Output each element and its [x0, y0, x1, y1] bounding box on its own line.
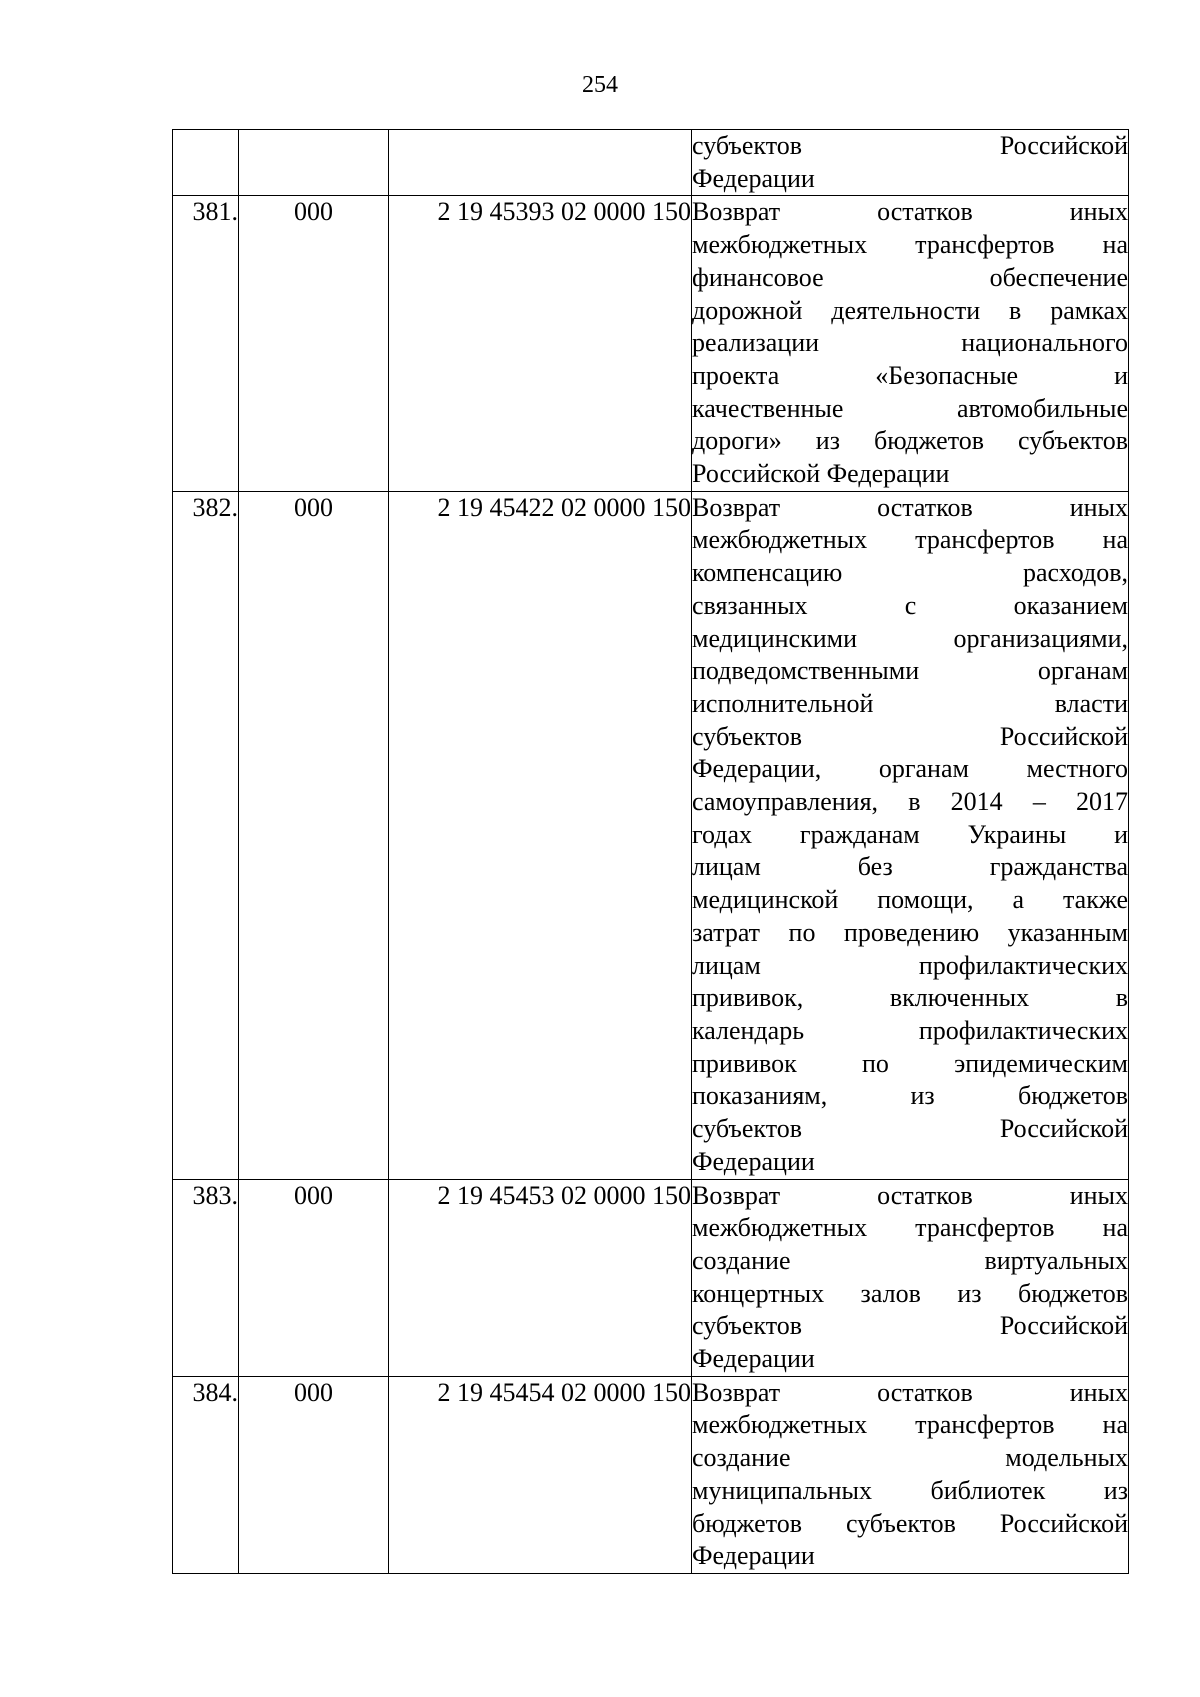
administrator-code: 000	[294, 1180, 333, 1210]
revenue-description-cell	[692, 1376, 1129, 1573]
administrator-code-cell	[239, 1376, 389, 1573]
description-line: прививок, включенных в	[692, 983, 1128, 1013]
administrator-code-cell	[239, 491, 389, 1179]
description-line: создание виртуальных	[692, 1245, 1128, 1275]
table-row	[173, 1376, 1129, 1573]
description-line: создание модельных	[692, 1443, 1128, 1473]
administrator-code: 000	[294, 492, 333, 522]
table-body	[173, 130, 1129, 1574]
description-line: качественные автомобильные	[692, 393, 1128, 423]
row-number-cell	[173, 491, 239, 1179]
budget-classification-code-cell	[389, 196, 692, 491]
description-line: субъектов Российской	[692, 721, 1128, 751]
description-line: Возврат остатков иных	[692, 1180, 1128, 1210]
description-line: субъектов Российской	[692, 131, 1128, 160]
description-line: реализации национального	[692, 328, 1128, 358]
row-number-cell	[173, 1376, 239, 1573]
description-line: Федерации	[692, 1146, 815, 1176]
description-line: показаниям, из бюджетов	[692, 1081, 1128, 1111]
description-line: финансовое обеспечение	[692, 262, 1128, 292]
row-number-cell	[173, 130, 239, 196]
budget-classification-code: 2 19 45454 02 0000 150	[437, 1377, 691, 1407]
description-line: медицинской помощи, а также	[692, 885, 1128, 915]
description-line: муниципальных библиотек из	[692, 1475, 1128, 1505]
budget-classification-code: 2 19 45422 02 0000 150	[437, 492, 691, 522]
administrator-code-cell	[239, 196, 389, 491]
row-number-cell	[173, 1179, 239, 1376]
budget-classification-code-cell	[389, 491, 692, 1179]
budget-classification-code-cell	[389, 1179, 692, 1376]
budget-codes-table	[172, 129, 1129, 1574]
administrator-code: 000	[294, 1377, 333, 1407]
description-line: медицинскими организациями,	[692, 623, 1128, 653]
description-line: прививок по эпидемическим	[692, 1048, 1128, 1078]
description-line: Российской Федерации	[692, 459, 950, 489]
row-number: 382.	[192, 492, 238, 522]
page-number: 254	[582, 72, 618, 98]
row-number: 383.	[192, 1180, 238, 1210]
description-line: проекта «Безопасные и	[692, 360, 1128, 390]
description-line: межбюджетных трансфертов на	[692, 230, 1128, 260]
description-line: дорожной деятельности в рамках	[692, 295, 1128, 325]
description-line: затрат по проведению указанным	[692, 917, 1128, 947]
row-number: 384.	[192, 1377, 238, 1407]
description-line: лицам без гражданства	[692, 852, 1128, 882]
description-line: компенсацию расходов,	[692, 558, 1128, 588]
row-number: 381.	[192, 197, 238, 227]
description-line: Возврат остатков иных	[692, 492, 1128, 522]
row-number-cell	[173, 196, 239, 491]
description-line: дороги» из бюджетов субъектов	[692, 426, 1128, 456]
description-line: подведомственными органам	[692, 656, 1128, 686]
table-row	[173, 196, 1129, 491]
administrator-code-cell	[239, 130, 389, 196]
description-line: межбюджетных трансфертов на	[692, 525, 1128, 555]
table-row	[173, 130, 1129, 196]
description-line: календарь профилактических	[692, 1015, 1128, 1045]
description-line: межбюджетных трансфертов на	[692, 1213, 1128, 1243]
table-row	[173, 1179, 1129, 1376]
budget-classification-code: 2 19 45453 02 0000 150	[437, 1180, 691, 1210]
budget-classification-code-cell	[389, 130, 692, 196]
description-line: Возврат остатков иных	[692, 1377, 1128, 1407]
administrator-code-cell	[239, 1179, 389, 1376]
description-line: лицам профилактических	[692, 950, 1128, 980]
budget-classification-code: 2 19 45393 02 0000 150	[437, 197, 691, 227]
revenue-description-cell	[692, 491, 1129, 1179]
administrator-code: 000	[294, 197, 333, 227]
description-line: связанных с оказанием	[692, 590, 1128, 620]
description-line: исполнительной власти	[692, 688, 1128, 718]
budget-classification-code-cell	[389, 1376, 692, 1573]
description-line: самоуправления, в 2014 – 2017	[692, 787, 1128, 817]
description-line: бюджетов субъектов Российской	[692, 1508, 1128, 1538]
description-line: Федерации, органам местного	[692, 754, 1128, 784]
description-line: Федерации	[692, 1541, 815, 1571]
table-row	[173, 491, 1129, 1179]
description-line: Федерации	[692, 1344, 815, 1374]
revenue-description-cell	[692, 1179, 1129, 1376]
description-line: концертных залов из бюджетов	[692, 1278, 1128, 1308]
revenue-description-cell	[692, 130, 1129, 196]
description-line: Возврат остатков иных	[692, 197, 1128, 227]
description-line: субъектов Российской	[692, 1114, 1128, 1144]
description-line: субъектов Российской	[692, 1311, 1128, 1341]
description-line: Федерации	[692, 163, 815, 193]
description-line: межбюджетных трансфертов на	[692, 1410, 1128, 1440]
revenue-description-cell	[692, 196, 1129, 491]
description-line: годах гражданам Украины и	[692, 819, 1128, 849]
